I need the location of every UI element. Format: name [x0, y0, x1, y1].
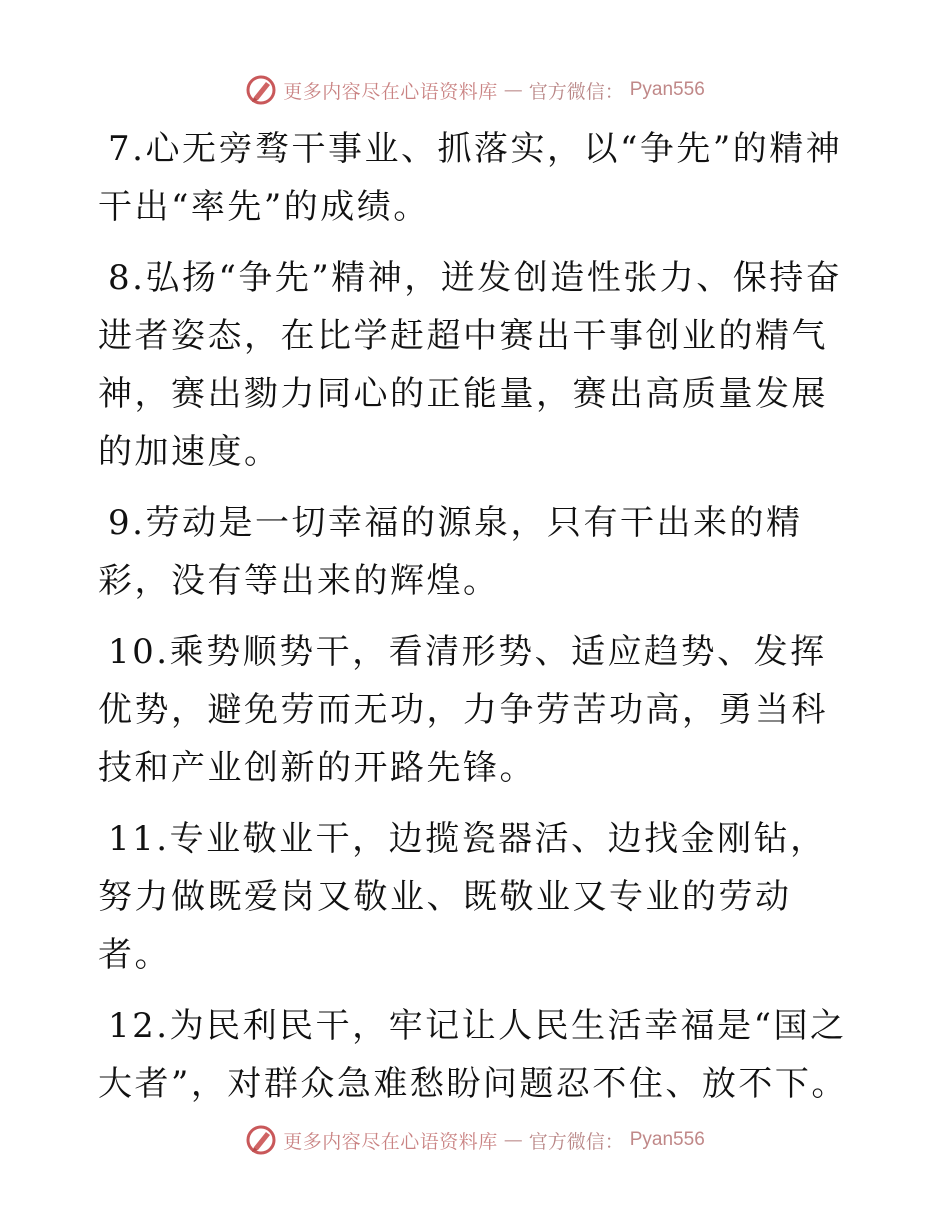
footer-watermark	[0, 1120, 950, 1160]
watermark-text: 更多内容尽在心语资料库	[283, 1130, 498, 1153]
paragraph-11: 11.专业敬业干，边揽瓷器活、边找金刚钻，努力做既爱岗又敬业、既敬业又专业的劳动者。	[98, 819, 827, 975]
watermark-label: 官方微信：	[528, 80, 624, 103]
paragraph-7: 7.心无旁骛干事业、抓落实，以“争先”的精神干出“率先”的成绩。	[98, 129, 843, 227]
pen-logo-icon	[245, 74, 277, 106]
header-watermark	[0, 70, 950, 110]
pen-logo-icon	[245, 1124, 277, 1156]
paragraph-9: 9.劳动是一切幸福的源泉，只有干出来的精彩，没有等出来的辉煌。	[98, 503, 803, 601]
watermark-label: 官方微信：	[528, 1130, 624, 1153]
paragraph-10: 10.乘势顺势干，看清形势、适应趋势、发挥优势，避免劳而无功，力争劳苦功高，勇当科技和产业创新的开路先锋。	[98, 632, 828, 788]
paragraph-12: 12.为民利民干，牢记让人民生活幸福是“国之大者”，对群众急难愁盼问题忍不住、放不下。	[98, 1006, 848, 1104]
watermark-id: Pyan556	[629, 1129, 705, 1150]
watermark-id: Pyan556	[629, 79, 705, 100]
paragraph-8: 8.弘扬“争先”精神，迸发创造性张力、保持奋进者姿态，在比学赶超中赛出干事创业的精气神，赛出勠力同心的正能量，赛出高质量发展的加速度。	[98, 258, 843, 472]
watermark-separator: —	[503, 1129, 523, 1151]
document-body	[98, 120, 858, 1126]
watermark-text: 更多内容尽在心语资料库	[283, 80, 498, 103]
watermark-separator: —	[503, 79, 523, 101]
